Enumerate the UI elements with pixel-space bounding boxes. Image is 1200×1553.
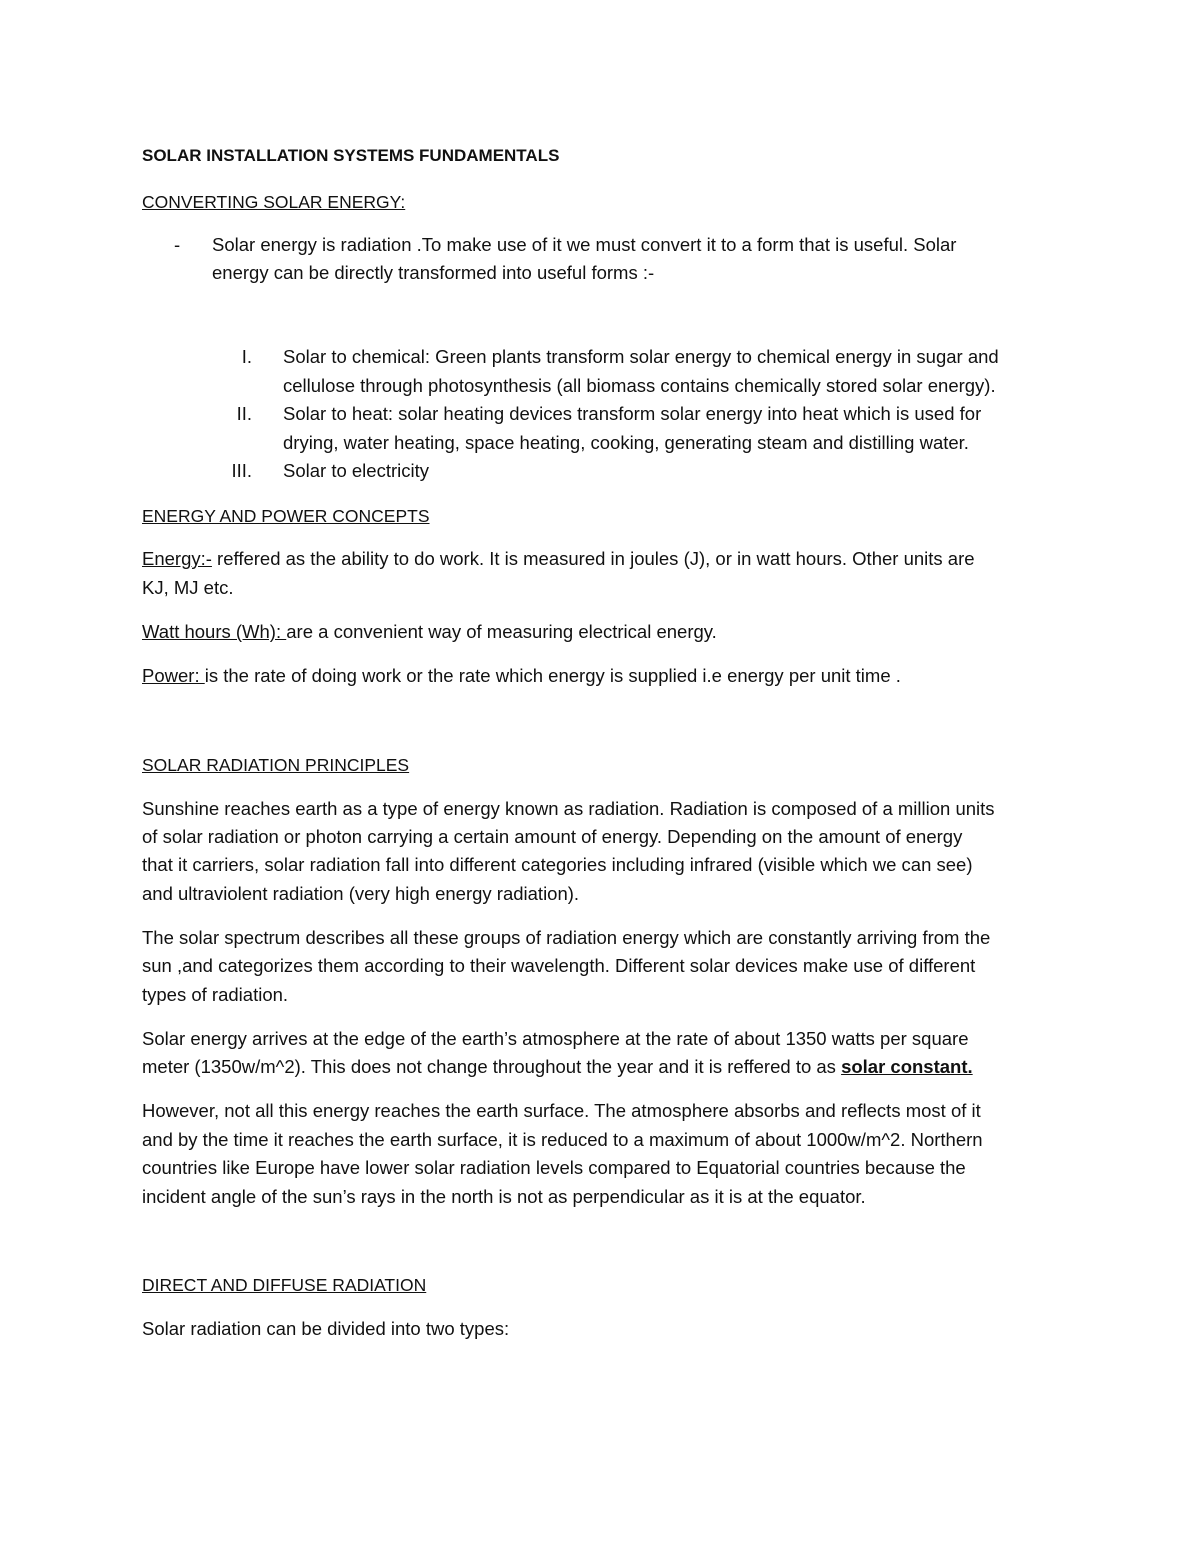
list-numeral: III. <box>231 460 252 481</box>
paragraph-line: and ultraviolent radiation (very high energy radiation). <box>142 883 580 904</box>
energy-term: Energy:- <box>142 548 212 569</box>
power-term: Power: <box>142 665 205 686</box>
list-numeral: I. <box>241 346 252 367</box>
paragraph-line: and by the time it reaches the earth surface, it is reduced to a maximum of about 1000w/m^2. Northern <box>142 1129 983 1150</box>
power-text: is the rate of doing work or the rate which energy is supplied i.e energy per unit time . <box>204 665 901 686</box>
heading-direct-diffuse-radiation: DIRECT AND DIFFUSE RADIATION <box>142 1275 427 1295</box>
watt-hours-definition <box>142 621 717 643</box>
bullet-text-line2: energy can be directly transformed into useful forms :- <box>212 262 655 283</box>
solar-constant-term: solar constant. <box>841 1056 973 1077</box>
list-numeral: II. <box>236 403 252 424</box>
paragraph-line: The solar spectrum describes all these groups of radiation energy which are constantly arriving from the <box>142 927 991 948</box>
list-item-text-line2: drying, water heating, space heating, cooking, generating steam and distilling water. <box>283 432 969 453</box>
paragraph-line: incident angle of the sun’s rays in the north is not as perpendicular as it is at the equator. <box>142 1186 866 1207</box>
paragraph-line: Sunshine reaches earth as a type of energy known as radiation. Radiation is composed of a million units <box>142 798 995 819</box>
paragraph-line: types of radiation. <box>142 984 289 1005</box>
watt-hours-text: are a convenient way of measuring electrical energy. <box>286 621 717 642</box>
energy-definition-line2: KJ, MJ etc. <box>142 577 234 598</box>
list-item-text-line2: cellulose through photosynthesis (all biomass contains chemically stored solar energy). <box>283 375 996 396</box>
heading-converting-solar-energy: CONVERTING SOLAR ENERGY: <box>142 192 406 212</box>
paragraph-line: Solar energy arrives at the edge of the earth’s atmosphere at the rate of about 1350 watts per square <box>142 1028 969 1049</box>
heading-energy-power-concepts: ENERGY AND POWER CONCEPTS <box>142 506 430 526</box>
list-item-text-line1: Solar to chemical: Green plants transform solar energy to chemical energy in sugar and <box>283 346 999 367</box>
energy-definition-line1 <box>142 548 975 570</box>
paragraph-line: However, not all this energy reaches the earth surface. The atmosphere absorbs and reflects most of it <box>142 1100 981 1121</box>
list-item-text-line1: Solar to heat: solar heating devices transform solar energy into heat which is used for <box>283 403 982 424</box>
bullet-text-line1: Solar energy is radiation .To make use of it we must convert it to a form that is useful. Solar <box>212 234 957 255</box>
energy-definition-text: reffered as the ability to do work. It is measured in joules (J), or in watt hours. Other units are <box>211 548 975 569</box>
document-title: SOLAR INSTALLATION SYSTEMS FUNDAMENTALS <box>142 146 560 165</box>
paragraph-line: countries like Europe have lower solar radiation levels compared to Equatorial countries because the <box>142 1157 966 1178</box>
paragraph-line: sun ,and categorizes them according to their wavelength. Different solar devices make use of different <box>142 955 976 976</box>
watt-hours-term: Watt hours (Wh): <box>142 621 287 642</box>
paragraph-direct-diffuse: Solar radiation can be divided into two types: <box>142 1318 510 1339</box>
dash-bullet-marker: - <box>174 234 181 255</box>
paragraph-line: that it carriers, solar radiation fall into different categories including infrared (visible which we can see) <box>142 854 973 875</box>
power-definition <box>142 665 901 687</box>
paragraph-line <box>142 1056 973 1078</box>
paragraph-text: meter (1350w/m^2). This does not change throughout the year and it is reffered to as <box>142 1056 842 1077</box>
heading-solar-radiation-principles: SOLAR RADIATION PRINCIPLES <box>142 755 410 775</box>
list-item-text-line1: Solar to electricity <box>283 460 429 481</box>
paragraph-line: of solar radiation or photon carrying a certain amount of energy. Depending on the amount of energy <box>142 826 963 847</box>
